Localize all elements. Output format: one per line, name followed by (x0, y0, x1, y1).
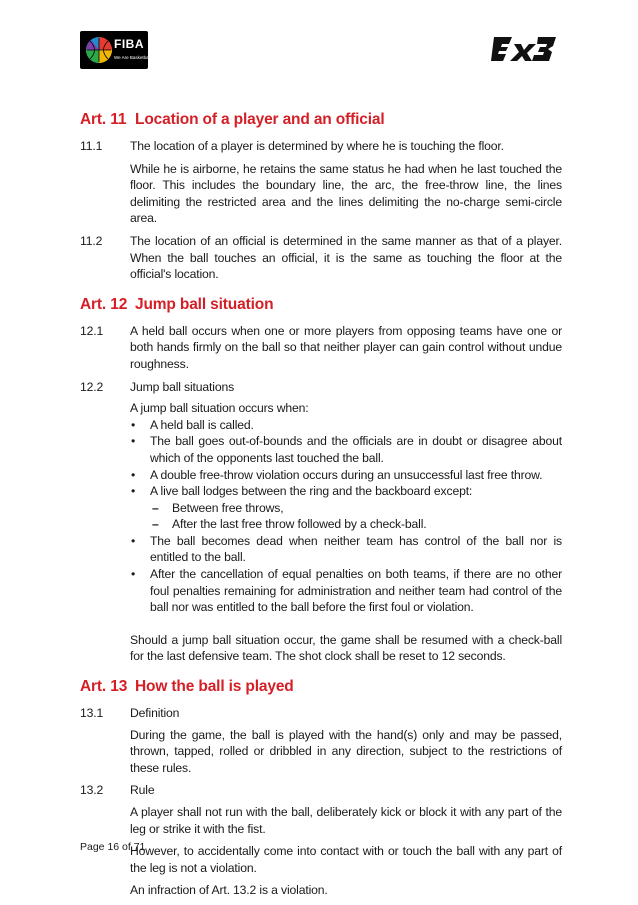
clause-number: 12.2 (80, 379, 104, 394)
list-item: • A held ball is called. (130, 417, 562, 434)
clause-13-2-paragraph: A player shall not run with the ball, deliberately kick or block it with any part of the leg or strike it with the fist. (130, 805, 562, 836)
clause-text: The location of a player is determined by where he is touching the floor. (130, 139, 504, 153)
article-number: Art. 13 (80, 678, 128, 696)
fiba-logo (80, 31, 151, 69)
fiba-tagline: We Are Basketball (114, 55, 151, 60)
clause-12-2 (80, 379, 562, 396)
article-11-heading (80, 110, 562, 129)
article-12-heading (80, 295, 562, 314)
clause-number: 11.2 (80, 233, 103, 248)
jump-ball-situations-list (130, 417, 562, 616)
clause-13-2-paragraph: However, to accidentally come into contact with or touch the ball with any part of the leg is not a violation. (130, 844, 562, 875)
clause-title: Jump ball situations (130, 379, 235, 394)
clause-text: The location of an official is determined in the same manner as that of a player. When the ball touches an official, it is the same as touching the floor at the official's location. (130, 233, 562, 282)
clause-number: 11.1 (80, 139, 103, 153)
article-number: Art. 11 (80, 111, 127, 128)
list-item-text: A live ball lodges between the ring and the backboard except: (150, 484, 473, 499)
list-item: • After the cancellation of equal penalties on both teams, if there are no other foul penalties remaining for administration and neither team had control of the ball nor was entitled to the ball before the first foul or violation. (130, 566, 562, 616)
clause-11-1 (80, 138, 562, 155)
clause-text: A held ball occurs when one or more players from opposing teams have one or both hands firmly on the ball so that neither player can gain control without undue roughness. (130, 323, 562, 371)
list-item: • A double free-throw violation occurs during an unsuccessful last free throw. (130, 467, 562, 484)
article-title: Location of a player and an official (135, 111, 385, 128)
list-item: – After the last free throw followed by a check-ball. (150, 516, 562, 533)
list-item: • The ball goes out-of-bounds and the officials are in doubt or disagree about which of the opponents last touched the ball. (130, 433, 562, 466)
clause-13-1 (80, 705, 562, 722)
clause-12-1 (80, 323, 562, 373)
article-title: How the ball is played (135, 678, 294, 696)
clause-13-2 (80, 782, 562, 799)
brand-3x3-logo (488, 34, 560, 70)
fiba-ball-icon (85, 36, 113, 64)
article-13-heading (80, 677, 562, 696)
clause-12-2-lead: A jump ball situation occurs when: (130, 401, 309, 416)
clause-title: Definition (130, 706, 180, 721)
page-number: Page 16 of 71 (80, 841, 146, 853)
fiba-wordmark: FIBA (114, 37, 144, 51)
article-number: Art. 12 (80, 295, 128, 313)
clause-13-1-paragraph: During the game, the ball is played with the hand(s) only and may be passed, thrown, tapped, rolled or dribbled in any direction, subject to the restrictions of these rules. (130, 727, 562, 775)
clause-number: 12.1 (80, 323, 104, 338)
clause-number: 13.2 (80, 783, 104, 798)
article-title: Jump ball situation (135, 295, 274, 313)
clause-title: Rule (130, 783, 155, 798)
clause-number: 13.1 (80, 706, 104, 721)
list-item: • The ball becomes dead when neither team has control of the ball nor is entitled to the ball. (130, 533, 562, 566)
exceptions-list (150, 500, 562, 533)
clause-13-2-paragraph: An infraction of Art. 13.2 is a violation. (130, 883, 328, 898)
article-content (80, 110, 562, 905)
clause-11-1-paragraph: While he is airborne, he retains the same status he had when he last touched the floor. This includes the boundary line, the arc, the free-throw line, the lines delimiting the restricted area and the lines delimiting the no-charge semi-circle area. (130, 161, 562, 226)
clause-12-2-closing: Should a jump ball situation occur, the game shall be resumed with a check-ball for the last defensive team. The shot clock shall be reset to 12 seconds. (130, 632, 562, 664)
list-item (130, 483, 562, 533)
clause-11-2 (80, 233, 562, 283)
list-item: – Between free throws, (150, 500, 562, 517)
